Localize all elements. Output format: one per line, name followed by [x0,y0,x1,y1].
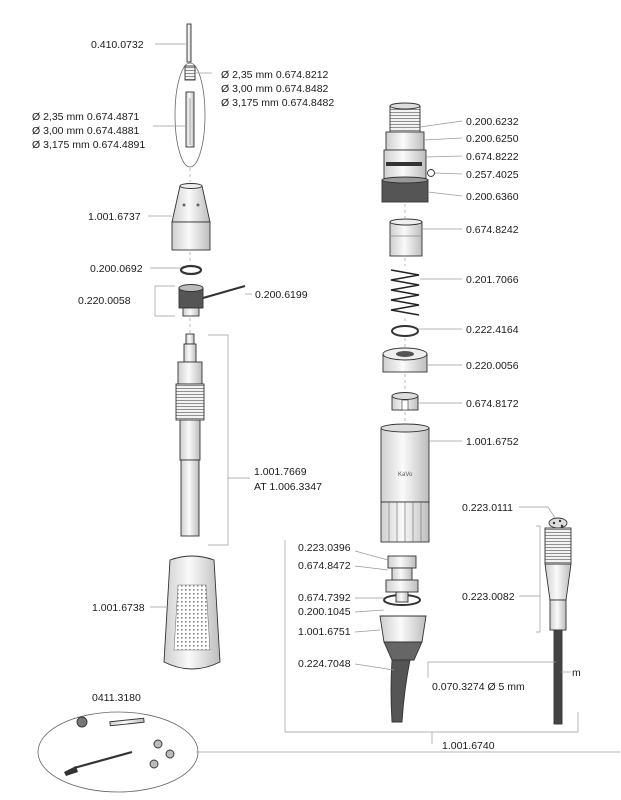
label-pin: 0.200.6199 [255,289,308,301]
sleeve-part [390,219,422,256]
label-cable: 0.070.3274 Ø 5 mm [432,681,525,693]
label-spindle: 1.001.7669 [254,466,307,478]
ball-part [428,170,435,177]
wire-pin-part [187,24,191,62]
label-end-cap: 1.001.6751 [298,626,351,638]
label-ring2: 0.674.8172 [466,398,519,410]
spring-part [391,270,419,315]
bearing-part [383,348,427,372]
label-o-ring: 0.200.0692 [90,263,143,275]
service-kit-group [38,712,198,792]
label-cable-assembly: 1.001.6740 [442,740,495,752]
plug-part [545,518,571,724]
label-service-kit: 0411.3180 [92,692,141,704]
label-top-d: 0.200.6360 [466,191,519,203]
label-clip: 0.674.7392 [298,592,351,604]
label-grip-sleeve: 1.001.6738 [92,602,145,614]
spindle-part [176,334,204,536]
collet-group [175,63,205,167]
housing-brand-text: KaVo [398,472,413,478]
label-contact2: 0.674.8472 [298,560,351,572]
label-top-c: 0.674.8222 [466,151,519,163]
label-collet-r-2: Ø 3,00 mm 0.674.8482 [221,83,329,95]
label-plug: 0.223.0082 [462,591,515,603]
label-motor-housing: 1.001.6752 [466,436,519,448]
label-nose-cap: 1.001.6737 [88,211,141,223]
label-collet-r-1: Ø 2,35 mm 0.674.8212 [221,69,329,81]
label-top-b: 0.200.6250 [466,133,519,145]
ring-part [392,326,418,336]
label-sleeve: 0.674.8242 [466,224,519,236]
ring2-part [392,393,418,411]
label-cable-sleeve: 0.224.7048 [298,658,351,670]
bearing-unit-part [179,285,245,317]
label-collet-r-3: Ø 3,175 mm 0.674.8482 [221,97,335,109]
label-spindle-at: AT 1.006.3347 [254,481,322,493]
label-bearing: 0.220.0056 [466,360,519,372]
label-contact: 0.223.0396 [298,542,351,554]
label-wire-pin: 0.410.0732 [91,39,144,51]
contact-assembly-part [384,556,420,605]
end-cap-part [380,616,426,660]
label-top-a: 0.200.6232 [466,116,519,128]
label-m: m [572,667,581,679]
label-collet-l-1: Ø 2,35 mm 0.674.4871 [32,111,140,123]
label-ring: 0.222.4164 [466,324,519,336]
label-spring: 0.201.7066 [466,274,519,286]
cable-sleeve-part [391,660,410,722]
label-collet-l-3: Ø 3,175 mm 0.674.4891 [32,139,146,151]
label-collet-l-2: Ø 3,00 mm 0.674.4881 [32,125,140,137]
label-plug-top: 0.223.0111 [462,502,513,514]
label-bearing-unit: 0.220.0058 [78,295,131,307]
nose-cap-part [172,184,210,251]
top-threaded-part [382,103,428,202]
o-ring-part [181,266,201,274]
label-ball: 0.257.4025 [466,169,519,181]
motor-housing-part [381,424,429,542]
grip-sleeve-part [164,556,220,669]
label-o-ring2: 0.200.1045 [298,606,351,618]
